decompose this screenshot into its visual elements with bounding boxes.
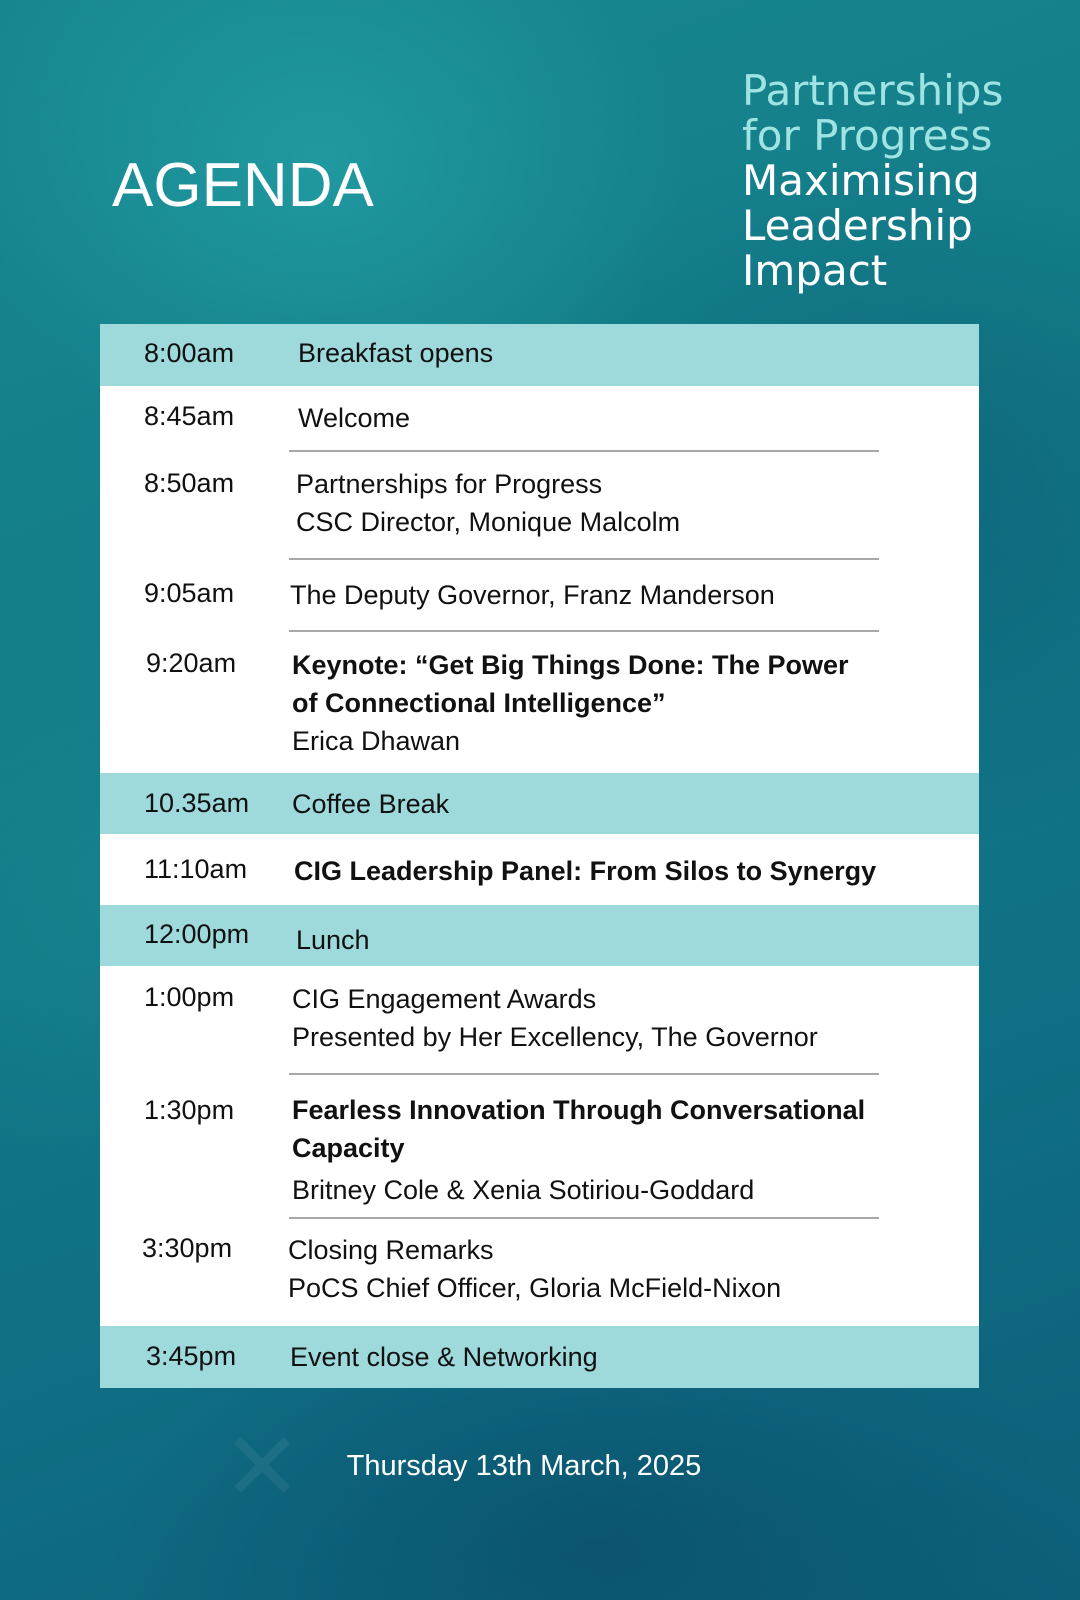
agenda-content [288, 386, 979, 452]
event-brand [742, 68, 1003, 293]
agenda-text: Erica Dhawan [292, 726, 461, 756]
agenda-text: Closing Remarks [288, 1235, 494, 1265]
agenda-table [100, 324, 979, 1388]
agenda-row [100, 560, 979, 632]
agenda-content [288, 632, 979, 773]
agenda-time: 10.35am [144, 788, 250, 818]
page-title: AGENDA [112, 151, 374, 220]
agenda-row [100, 1326, 979, 1388]
agenda-time: 3:45pm [146, 1341, 237, 1371]
agenda-row [100, 1075, 979, 1219]
faint-x-icon: ✕ [222, 1414, 303, 1521]
agenda-content [288, 1219, 979, 1326]
agenda-content [288, 452, 979, 560]
agenda-bold-text: CIG Leadership Panel: From Silos to Synergy [294, 856, 877, 886]
agenda-text: Coffee Break [292, 789, 450, 819]
agenda-text: CSC Director, Monique Malcolm [296, 507, 681, 537]
agenda-content [288, 773, 979, 834]
agenda-row [100, 834, 979, 905]
agenda-bold-text: Capacity [292, 1133, 405, 1163]
brand-line: Partnerships [742, 66, 1004, 115]
agenda-content [288, 905, 979, 966]
agenda-time: 9:20am [146, 648, 237, 678]
agenda-row [100, 905, 979, 966]
agenda-row [100, 773, 979, 834]
agenda-row [100, 632, 979, 773]
agenda-row [100, 452, 979, 560]
agenda-bold-text: of Connectional Intelligence” [292, 688, 666, 718]
brand-line: Impact [742, 246, 888, 295]
agenda-time: 12:00pm [144, 919, 250, 949]
agenda-text: Lunch [296, 925, 370, 955]
agenda-content [288, 324, 979, 386]
brand-line: for Progress [742, 111, 993, 160]
agenda-time: 8:00am [144, 338, 235, 368]
agenda-text: Breakfast opens [298, 338, 494, 368]
agenda-content [288, 1075, 979, 1219]
agenda-text: PoCS Chief Officer, Gloria McField-Nixon [288, 1273, 782, 1303]
brand-line: Maximising [742, 156, 980, 205]
agenda-text: Event close & Networking [290, 1342, 598, 1372]
agenda-text: Britney Cole & Xenia Sotiriou-Goddard [292, 1175, 755, 1205]
agenda-time: 8:50am [144, 468, 235, 498]
agenda-text: The Deputy Governor, Franz Manderson [290, 580, 775, 610]
agenda-time: 3:30pm [142, 1233, 233, 1263]
agenda-text: Partnerships for Progress [296, 469, 603, 499]
agenda-content [288, 834, 979, 905]
agenda-row [100, 966, 979, 1075]
agenda-content [288, 560, 979, 632]
agenda-row [100, 386, 979, 452]
agenda-row [100, 1219, 979, 1326]
agenda-text: Welcome [298, 403, 411, 433]
agenda-content [288, 966, 979, 1075]
agenda-text: CIG Engagement Awards [292, 984, 597, 1014]
event-date: Thursday 13th March, 2025 [346, 1450, 702, 1482]
agenda-time: 11:10am [144, 854, 248, 884]
agenda-time: 9:05am [144, 578, 235, 608]
agenda-text: Presented by Her Excellency, The Governor [292, 1022, 818, 1052]
agenda-time: 8:45am [144, 401, 235, 431]
agenda-time: 1:30pm [144, 1095, 235, 1125]
agenda-bold-text: Fearless Innovation Through Conversational [292, 1095, 866, 1125]
agenda-time: 1:00pm [144, 982, 235, 1012]
brand-line: Leadership [742, 201, 973, 250]
agenda-bold-text: Keynote: “Get Big Things Done: The Power [292, 650, 849, 680]
agenda-content [288, 1326, 979, 1388]
agenda-row [100, 324, 979, 386]
